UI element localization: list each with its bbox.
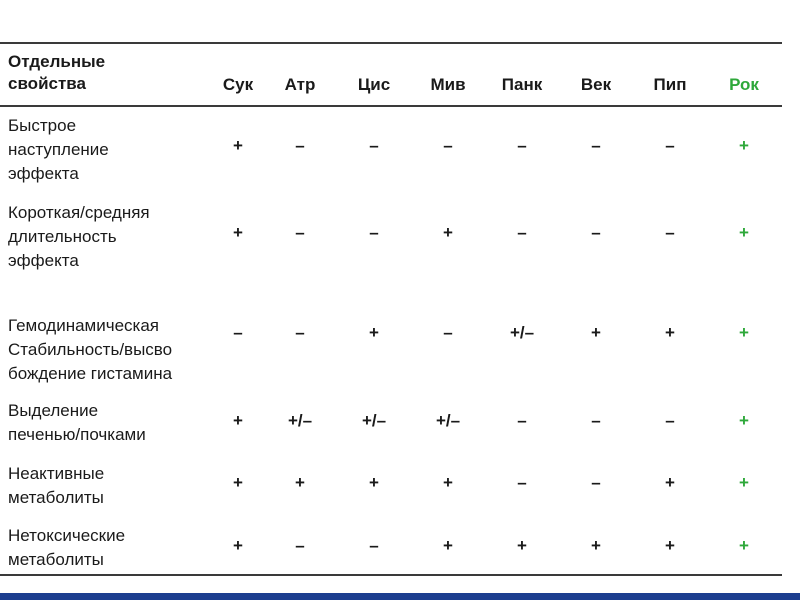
table-cell: + [739,223,749,242]
table-cell: + [369,473,379,492]
row-label: Нетоксические метаболиты [8,526,126,569]
table-cell: +/– [287,411,313,430]
table-cell: + [665,323,675,342]
table-cell: – [665,136,675,155]
table-cell: + [233,411,243,430]
table-cell: +/– [509,323,535,342]
table-cell: – [517,473,527,492]
table-cell: + [591,536,601,555]
column-header-1: Сук [222,75,254,94]
table-cell: + [295,473,305,492]
column-header-8: Рок [729,75,759,94]
table-cell: + [443,223,453,242]
row-header-label: Отдельные свойства [8,52,106,93]
table-cell: +/– [435,411,461,430]
row-label: Неактивные метаболиты [8,464,105,507]
row-label: Гемодинамическая Стабильность/высво бождение гистамина [8,316,173,383]
table-cell: + [443,473,453,492]
column-header-4: Мив [430,75,466,94]
table-cell: + [739,136,749,155]
table-cell: – [369,136,379,155]
table-cell: + [739,411,749,430]
table-cell: – [295,136,305,155]
table-cell: + [739,323,749,342]
table-cell: + [739,473,749,492]
table-cell: + [665,536,675,555]
table-cell: – [665,411,675,430]
table-cell: + [233,223,243,242]
column-header-6: Век [580,75,612,94]
table-cell: – [295,323,305,342]
header-divider-rule [0,105,782,107]
table-cell: + [233,136,243,155]
table-cell: +/– [361,411,387,430]
table-top-rule [0,42,782,44]
row-label: Выделение печенью/почками [8,401,146,444]
table-cell: + [665,473,675,492]
table-cell: – [591,223,601,242]
table-cell: – [233,323,243,342]
table-cell: – [517,136,527,155]
table-cell: – [295,536,305,555]
row-label: Быстрое наступление эффекта [8,116,109,183]
table-cell: – [369,223,379,242]
column-header-5: Панк [501,75,543,94]
column-header-2: Атр [284,75,316,94]
row-label: Короткая/средняя длительность эффекта [8,203,150,270]
table-cell: + [739,536,749,555]
slide-bottom-band [0,593,800,600]
column-header-7: Пип [653,75,687,94]
table-cell: – [517,223,527,242]
table-cell: – [369,536,379,555]
table-cell: – [591,473,601,492]
table-cell: – [295,223,305,242]
table-cell: – [443,136,453,155]
table-cell: – [665,223,675,242]
table-cell: – [517,411,527,430]
table-cell: + [443,536,453,555]
table-cell: + [517,536,527,555]
table-cell: + [591,323,601,342]
table-cell: + [233,536,243,555]
column-header-3: Цис [357,75,391,94]
table-cell: + [233,473,243,492]
table-cell: – [591,411,601,430]
table-cell: + [369,323,379,342]
table-cell: – [443,323,453,342]
table-bottom-rule [0,574,782,576]
table-cell: – [591,136,601,155]
